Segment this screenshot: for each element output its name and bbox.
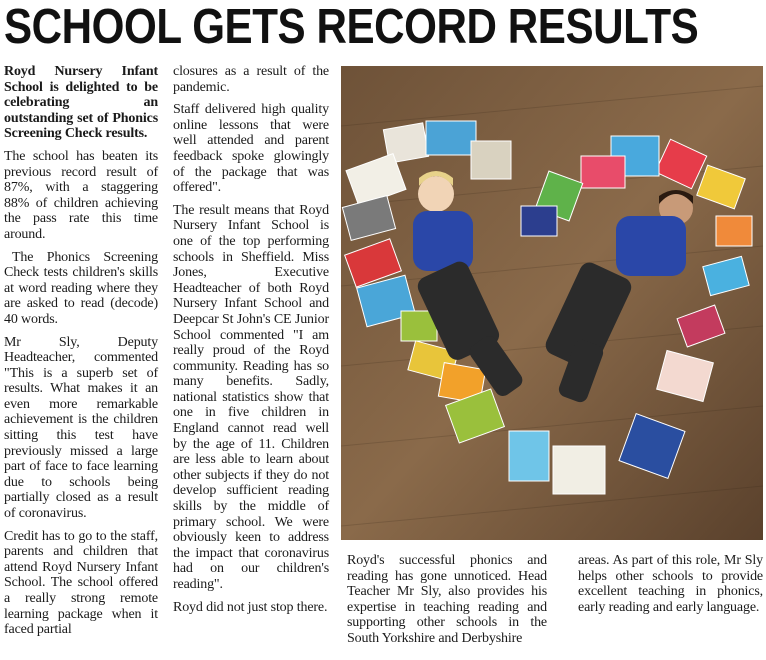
paragraph: Royd's successful phonics and reading has gone unnoticed. Head Teacher Mr Sly, also provides his expertise in teaching reading and supporting other schools in the South Yorkshire and Derbyshire	[347, 553, 547, 646]
paragraph: areas. As part of this role, Mr Sly helps other schools to provide excellent teaching in phonics, early reading and early language.	[578, 553, 763, 615]
paragraph: The school has beaten its previous record result of 87%, with a staggering 88% of children achieving the pass rate this time around.	[4, 148, 158, 242]
article-photo	[341, 66, 763, 540]
article-column-1	[4, 64, 158, 645]
article-column-2	[173, 64, 329, 622]
paragraph: Credit has to go to the staff, parents and children that attend Royd Nursery Infant School. The school offered a really strong remote learning package when it faced partial	[4, 528, 158, 638]
paragraph: The result means that Royd Nursery Infant School is one of the top performing schools in Sheffield. Miss Jones, Executive Headteacher of both Royd Nursery Infant School and Deepcar St John's CE Junior School commented "I am really proud of the Royd community. Reading has so many benefits. Sadly, national statistics show that one in five children in England cannot read well by the age of 11. Children are less able to learn about other subjects if they do not develop sufficient reading skills by the middle of primary school. We were obviously keen to address the impact that coronavirus had on our children's reading".	[173, 202, 329, 592]
paragraph: Staff delivered high quality online lessons that were well attended and parent feedback spoke glowingly of the package that was offered".	[173, 102, 329, 196]
children-heart-of-books-photo	[341, 66, 763, 540]
paragraph: closures as a result of the pandemic.	[173, 64, 329, 95]
paragraph: Royd did not just stop there.	[173, 599, 328, 615]
article-column-4	[578, 553, 763, 622]
lead-paragraph: Royd Nursery Infant School is delighted to be celebrating an outstanding set of Phonics Screening Check results.	[4, 64, 158, 142]
headline: SCHOOL GETS RECORD RESULTS	[4, 0, 699, 54]
paragraph: Mr Sly, Deputy Headteacher, commented "This is a superb set of results. What makes it an even more remarkable achievement is the children sitting this test have previously missed a large part of face to face learning due to schools being partially closed as a result of coronavirus.	[4, 334, 158, 522]
article-column-3	[347, 553, 547, 654]
paragraph: The Phonics Screening Check tests children's skills at word reading where they are asked to read (decode) 40 words.	[4, 249, 158, 327]
